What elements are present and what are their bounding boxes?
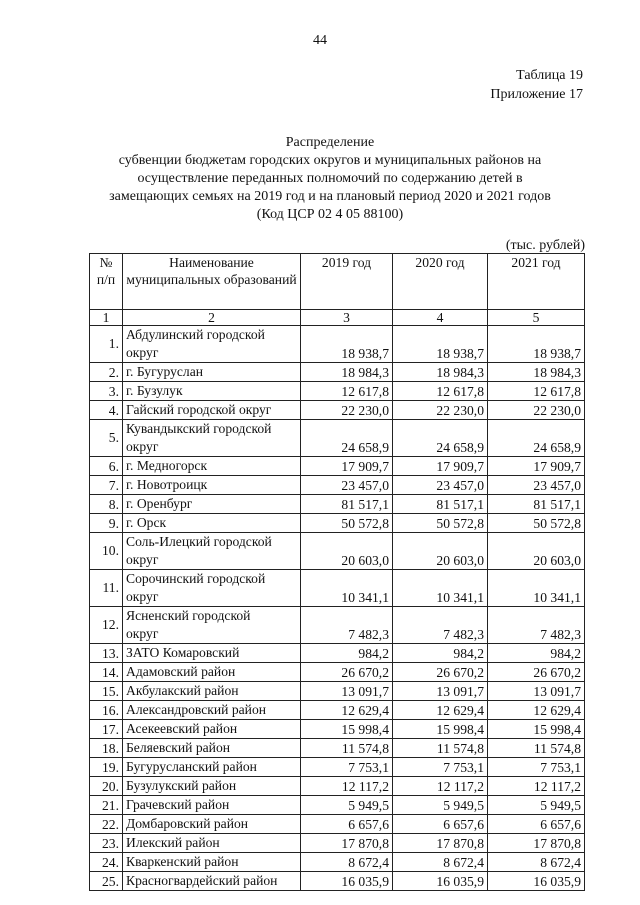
document-title <box>80 134 580 224</box>
row-number: 13. <box>90 644 123 663</box>
table-row <box>90 420 585 457</box>
table-row <box>90 382 585 401</box>
row-number: 24. <box>90 853 123 872</box>
table-row <box>90 853 585 872</box>
municipality-name-line: округ <box>126 552 159 567</box>
amount-2019: 10 341,1 <box>301 570 393 607</box>
row-number: 17. <box>90 720 123 739</box>
amount-2020: 17 870,8 <box>393 834 488 853</box>
row-number: 19. <box>90 758 123 777</box>
amount-2019: 8 672,4 <box>301 853 393 872</box>
table-row <box>90 363 585 382</box>
amount-2020: 20 603,0 <box>393 533 488 570</box>
municipality-name-line: округ <box>126 439 159 454</box>
amount-2020: 12 629,4 <box>393 701 488 720</box>
municipality-name <box>123 644 301 663</box>
table-row <box>90 570 585 607</box>
municipality-name <box>123 739 301 758</box>
title-line: (Код ЦСР 02 4 05 88100) <box>256 207 404 222</box>
amount-2019: 12 617,8 <box>301 382 393 401</box>
municipality-name-line: Асекеевский район <box>126 721 238 736</box>
municipality-name-line: округ <box>126 345 159 360</box>
amount-2019: 81 517,1 <box>301 495 393 514</box>
municipality-name <box>123 682 301 701</box>
municipality-name <box>123 815 301 834</box>
amount-2020: 15 998,4 <box>393 720 488 739</box>
column-number: 4 <box>393 310 488 326</box>
table-row <box>90 663 585 682</box>
municipality-name-line: Акбулакский район <box>126 683 239 698</box>
municipality-name-line: г. Бузулук <box>126 383 183 398</box>
municipality-name <box>123 495 301 514</box>
municipality-name <box>123 720 301 739</box>
amount-2019: 18 938,7 <box>301 326 393 363</box>
amount-2021: 13 091,7 <box>488 682 585 701</box>
amount-2021: 16 035,9 <box>488 872 585 891</box>
row-number: 9. <box>90 514 123 533</box>
amount-2019: 17 870,8 <box>301 834 393 853</box>
amount-2019: 7 753,1 <box>301 758 393 777</box>
municipality-name-line: г. Медногорск <box>126 458 208 473</box>
title-line: замещающих семьях на 2019 год и на плановый период 2020 и 2021 годов <box>109 189 551 204</box>
row-number: 10. <box>90 533 123 570</box>
table-row <box>90 607 585 644</box>
amount-2021: 50 572,8 <box>488 514 585 533</box>
amount-2021: 5 949,5 <box>488 796 585 815</box>
table-body <box>90 326 585 891</box>
row-number: 5. <box>90 420 123 457</box>
table-row <box>90 834 585 853</box>
header-num: № п/п <box>90 254 123 310</box>
municipality-name <box>123 777 301 796</box>
row-number: 8. <box>90 495 123 514</box>
amount-2020: 26 670,2 <box>393 663 488 682</box>
amount-2020: 984,2 <box>393 644 488 663</box>
municipality-name <box>123 420 301 457</box>
header-row <box>90 254 585 310</box>
amount-2021: 12 117,2 <box>488 777 585 796</box>
amount-2021: 17 870,8 <box>488 834 585 853</box>
column-number: 1 <box>90 310 123 326</box>
table-caption <box>490 66 583 104</box>
table-row <box>90 514 585 533</box>
amount-2020: 8 672,4 <box>393 853 488 872</box>
municipality-name <box>123 872 301 891</box>
amount-2019: 12 117,2 <box>301 777 393 796</box>
table-row <box>90 796 585 815</box>
municipality-name-line: г. Новотроицк <box>126 477 208 492</box>
amount-2020: 6 657,6 <box>393 815 488 834</box>
municipality-name-line: Домбаровский район <box>126 816 249 831</box>
municipality-name <box>123 853 301 872</box>
amount-2021: 18 938,7 <box>488 326 585 363</box>
row-number: 15. <box>90 682 123 701</box>
table-row <box>90 701 585 720</box>
amount-2020: 18 938,7 <box>393 326 488 363</box>
municipality-name <box>123 476 301 495</box>
amount-2019: 22 230,0 <box>301 401 393 420</box>
row-number: 14. <box>90 663 123 682</box>
amount-2019: 11 574,8 <box>301 739 393 758</box>
municipality-name <box>123 570 301 607</box>
municipality-name-line: Соль-Илецкий городской <box>126 534 272 549</box>
municipality-name-line: Бузулукский район <box>126 778 237 793</box>
row-number: 3. <box>90 382 123 401</box>
table-row <box>90 720 585 739</box>
amount-2020: 12 617,8 <box>393 382 488 401</box>
amount-2021: 7 753,1 <box>488 758 585 777</box>
municipality-name <box>123 533 301 570</box>
units-note: (тыс. рублей) <box>505 238 585 253</box>
amount-2020: 7 482,3 <box>393 607 488 644</box>
municipality-name-line: Кваркенский район <box>126 854 239 869</box>
amount-2020: 23 457,0 <box>393 476 488 495</box>
row-number: 25. <box>90 872 123 891</box>
row-number: 2. <box>90 363 123 382</box>
amount-2020: 12 117,2 <box>393 777 488 796</box>
amount-2019: 23 457,0 <box>301 476 393 495</box>
amount-2020: 50 572,8 <box>393 514 488 533</box>
municipality-name-line: Адамовский район <box>126 664 236 679</box>
column-number: 3 <box>301 310 393 326</box>
amount-2021: 17 909,7 <box>488 457 585 476</box>
amount-2021: 15 998,4 <box>488 720 585 739</box>
row-number: 18. <box>90 739 123 758</box>
amount-2019: 17 909,7 <box>301 457 393 476</box>
row-number: 6. <box>90 457 123 476</box>
page-number: 44 <box>313 33 327 48</box>
column-number: 2 <box>123 310 301 326</box>
amount-2021: 11 574,8 <box>488 739 585 758</box>
amount-2020: 24 658,9 <box>393 420 488 457</box>
amount-2019: 20 603,0 <box>301 533 393 570</box>
amount-2019: 12 629,4 <box>301 701 393 720</box>
amount-2020: 17 909,7 <box>393 457 488 476</box>
row-number: 7. <box>90 476 123 495</box>
municipality-name <box>123 607 301 644</box>
municipality-name <box>123 663 301 682</box>
table-row <box>90 533 585 570</box>
municipality-name <box>123 796 301 815</box>
title-line: субвенции бюджетам городских округов и муниципальных районов на <box>118 153 542 168</box>
amount-2019: 5 949,5 <box>301 796 393 815</box>
amount-2020: 10 341,1 <box>393 570 488 607</box>
municipality-name <box>123 326 301 363</box>
municipality-name-line: Бугурусланский район <box>126 759 257 774</box>
header-name: Наименование муниципальных образований <box>123 254 301 310</box>
amount-2019: 13 091,7 <box>301 682 393 701</box>
municipality-name-line: Илекский район <box>126 835 220 850</box>
row-number: 11. <box>90 570 123 607</box>
row-number: 12. <box>90 607 123 644</box>
municipality-name-line: Кувандыкский городской <box>126 421 272 436</box>
row-number: 4. <box>90 401 123 420</box>
amount-2019: 984,2 <box>301 644 393 663</box>
table-row <box>90 682 585 701</box>
table-row <box>90 872 585 891</box>
municipality-name <box>123 401 301 420</box>
table-row <box>90 476 585 495</box>
amount-2020: 7 753,1 <box>393 758 488 777</box>
municipality-name-line: Абдулинский городской <box>126 327 265 342</box>
row-number: 16. <box>90 701 123 720</box>
title-line: осуществление переданных полномочий по содержанию детей в <box>137 171 523 186</box>
column-number-row <box>90 310 585 326</box>
row-number: 23. <box>90 834 123 853</box>
municipality-name <box>123 457 301 476</box>
row-number: 22. <box>90 815 123 834</box>
amount-2021: 20 603,0 <box>488 533 585 570</box>
municipality-name <box>123 701 301 720</box>
amount-2021: 12 617,8 <box>488 382 585 401</box>
municipality-name <box>123 834 301 853</box>
amount-2020: 81 517,1 <box>393 495 488 514</box>
municipality-name <box>123 363 301 382</box>
table-row <box>90 644 585 663</box>
column-number: 5 <box>488 310 585 326</box>
municipality-name-line: Гайский городской округ <box>126 402 272 417</box>
amount-2021: 6 657,6 <box>488 815 585 834</box>
amount-2019: 6 657,6 <box>301 815 393 834</box>
municipality-name-line: г. Орск <box>126 515 167 530</box>
table-row <box>90 815 585 834</box>
amount-2021: 22 230,0 <box>488 401 585 420</box>
table-row <box>90 739 585 758</box>
municipality-name-line: Сорочинский городской <box>126 571 266 586</box>
table-row <box>90 777 585 796</box>
subvention-table <box>89 253 585 891</box>
municipality-name <box>123 758 301 777</box>
title-line: Распределение <box>285 135 375 150</box>
header-2021: 2021 год <box>488 254 585 310</box>
amount-2019: 24 658,9 <box>301 420 393 457</box>
municipality-name <box>123 514 301 533</box>
municipality-name <box>123 382 301 401</box>
table-row <box>90 457 585 476</box>
amount-2019: 50 572,8 <box>301 514 393 533</box>
amount-2021: 18 984,3 <box>488 363 585 382</box>
amount-2021: 8 672,4 <box>488 853 585 872</box>
amount-2020: 16 035,9 <box>393 872 488 891</box>
amount-2020: 18 984,3 <box>393 363 488 382</box>
amount-2020: 22 230,0 <box>393 401 488 420</box>
amount-2019: 15 998,4 <box>301 720 393 739</box>
table-row <box>90 758 585 777</box>
municipality-name-line: Ясненский городской <box>126 608 251 623</box>
amount-2019: 26 670,2 <box>301 663 393 682</box>
table-label: Таблица 19 <box>516 68 583 83</box>
municipality-name-line: Александровский район <box>126 702 267 717</box>
amount-2021: 12 629,4 <box>488 701 585 720</box>
amount-2021: 7 482,3 <box>488 607 585 644</box>
table-row <box>90 326 585 363</box>
amount-2021: 26 670,2 <box>488 663 585 682</box>
municipality-name-line: Красногвардейский район <box>126 873 278 888</box>
amount-2020: 5 949,5 <box>393 796 488 815</box>
amount-2021: 23 457,0 <box>488 476 585 495</box>
municipality-name-line: Беляевский район <box>126 740 231 755</box>
amount-2019: 7 482,3 <box>301 607 393 644</box>
amount-2021: 984,2 <box>488 644 585 663</box>
amount-2021: 81 517,1 <box>488 495 585 514</box>
amount-2020: 13 091,7 <box>393 682 488 701</box>
municipality-name-line: Грачевский район <box>126 797 230 812</box>
amount-2019: 16 035,9 <box>301 872 393 891</box>
amount-2021: 24 658,9 <box>488 420 585 457</box>
row-number: 21. <box>90 796 123 815</box>
municipality-name-line: ЗАТО Комаровский <box>126 645 240 660</box>
header-2020: 2020 год <box>393 254 488 310</box>
municipality-name-line: округ <box>126 626 159 641</box>
municipality-name-line: г. Бугуруслан <box>126 364 204 379</box>
table-row <box>90 401 585 420</box>
amount-2021: 10 341,1 <box>488 570 585 607</box>
appendix-label: Приложение 17 <box>490 87 583 102</box>
municipality-name-line: округ <box>126 589 159 604</box>
table-row <box>90 495 585 514</box>
municipality-name-line: г. Оренбург <box>126 496 193 511</box>
header-2019: 2019 год <box>301 254 393 310</box>
amount-2020: 11 574,8 <box>393 739 488 758</box>
amount-2019: 18 984,3 <box>301 363 393 382</box>
row-number: 20. <box>90 777 123 796</box>
row-number: 1. <box>90 326 123 363</box>
